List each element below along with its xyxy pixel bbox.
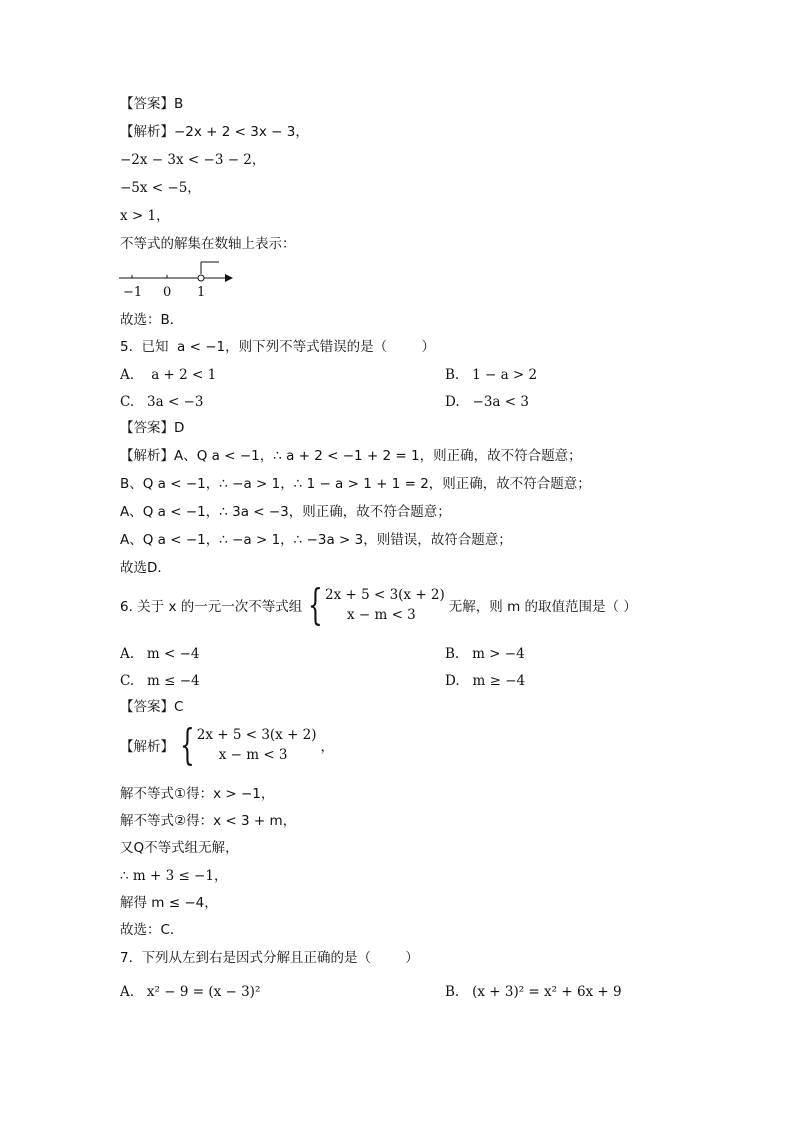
q5-choose: 故选D． — [120, 560, 171, 576]
q5-explain-d: A、Q a < −1，∴ −a > 1，∴ −3a > 3，则错误，故符合题意； — [120, 532, 512, 548]
q6-step-3: 又Q不等式组无解， — [120, 840, 239, 856]
q5-option-c: C. 3a < −3 — [120, 394, 204, 410]
q6-option-c: C. m ≤ −4 — [120, 673, 200, 689]
answer-line: 【答案】B — [120, 96, 184, 112]
choose-line: 故选：B． — [120, 312, 184, 328]
solution-step-2: −2x − 3x < −3 − 2， — [120, 152, 266, 168]
q6-answer: 【答案】C — [120, 699, 184, 715]
question-6 — [120, 580, 637, 629]
system-brace: { — [308, 580, 323, 629]
q7-option-a: A. x² − 9 = (x − 3)² — [120, 984, 261, 1000]
number-line-figure — [115, 256, 235, 300]
q5-option-d: D. −3a < 3 — [445, 394, 529, 410]
solution-step-3: −5x < −5， — [120, 180, 201, 196]
numberline-caption: 不等式的解集在数轴上表示： — [120, 236, 296, 252]
q6-step-2: 解不等式②得：x < 3 + m， — [120, 813, 297, 829]
question-5: 5. 已知 a < −1，则下列不等式错误的是（ ） — [120, 339, 435, 355]
q5-explain-c: A、Q a < −1，∴ 3a < −3，则正确，故不符合题意； — [120, 504, 451, 520]
q5-option-b: B. 1 − a > 2 — [445, 367, 538, 383]
q5-option-a: A. a + 2 < 1 — [120, 367, 217, 383]
q6-solution-system — [120, 720, 335, 769]
q6-solution-inequalities — [197, 725, 317, 765]
question-7: 7. 下列从左到右是因式分解且正确的是（ ） — [120, 950, 419, 966]
system-brace: { — [180, 720, 195, 769]
q5-answer: 【答案】D — [120, 420, 185, 436]
q6-inequality-1: 2x + 5 < 3(x + 2) — [324, 587, 445, 603]
q5-explain-b: B、Q a < −1，∴ −a > 1，∴ 1 − a > 1 + 1 = 2，则正确，故不符合题意； — [120, 476, 591, 492]
solution-step-1: 【解析】−2x + 2 < 3x − 3， — [120, 124, 309, 140]
q6-step-4: ∴ m + 3 ≤ −1， — [120, 868, 228, 884]
q6-option-b: B. m > −4 — [445, 646, 525, 662]
q6-inequality-2: x − m < 3 — [346, 607, 416, 623]
q6-option-a: A. m < −4 — [120, 646, 200, 662]
q6-solution-label: 【解析】 — [120, 739, 174, 755]
q6-suffix: 无解，则 m 的取值范围是（ ） — [448, 599, 637, 615]
q6-choose: 故选：C． — [120, 922, 184, 938]
q6-solution-comma: ， — [320, 739, 335, 755]
q5-explain-a: 【解析】A、Q a < −1，∴ a + 2 < −1 + 2 = 1，则正确，故不符合题意； — [120, 448, 582, 464]
tick-label: 1 — [197, 285, 206, 300]
q6-option-d: D. m ≥ −4 — [445, 673, 526, 689]
q6-solution-ineq-2: x − m < 3 — [218, 747, 288, 763]
q7-option-b: B. (x + 3)² = x² + 6x + 9 — [445, 984, 622, 1000]
q6-step-5: 解得 m ≤ −4， — [120, 895, 218, 911]
tick-label: −1 — [123, 285, 143, 300]
tick-label: 0 — [163, 285, 172, 300]
q6-step-1: 解不等式①得：x > −1， — [120, 786, 275, 802]
q6-prefix: 6. 关于 x 的一元一次不等式组 — [120, 599, 303, 615]
q6-solution-ineq-1: 2x + 5 < 3(x + 2) — [196, 727, 317, 743]
q6-system — [325, 585, 445, 625]
solution-step-4: x > 1， — [120, 208, 170, 224]
